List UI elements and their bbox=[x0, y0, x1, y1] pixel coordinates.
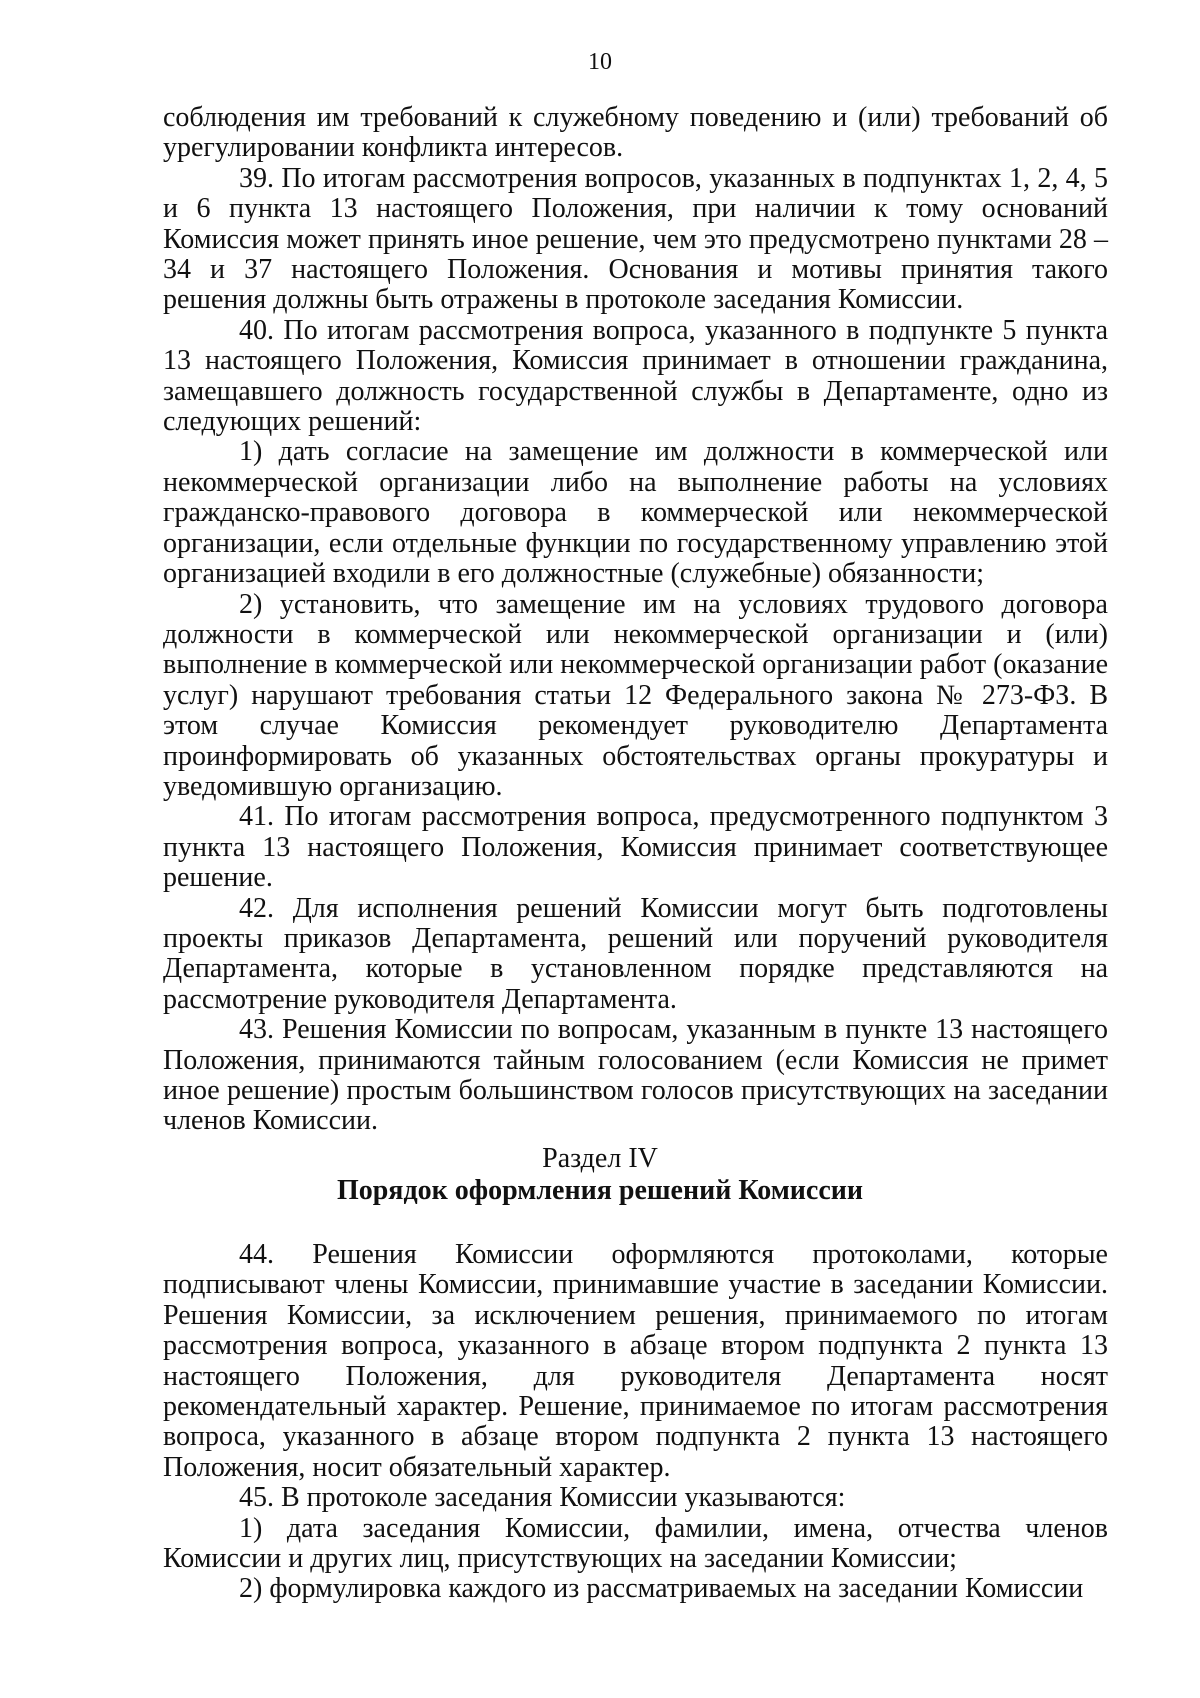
body-text-lower bbox=[163, 1240, 1108, 1605]
paragraph-45: 45. В протоколе заседания Комиссии указываются: bbox=[239, 1482, 846, 1514]
section-title: Порядок оформления решений Комиссии bbox=[336, 1175, 864, 1206]
page-number: 10 bbox=[588, 49, 612, 75]
paragraph-39: 39. По итогам рассмотрения вопросов, указанных в подпунктах 1, 2, 4, 5 и 6 пункта 13 настоящего Положения, при наличии к тому оснований Комиссия может принять иное решение, чем это предусмотрено пунктами 28 – 34 и 37 настоящего Положения. Основания и мотивы принятия такого решения должны быть отражены в протоколе заседания Комиссии. bbox=[163, 162, 1108, 316]
body-text-upper bbox=[163, 103, 1108, 1137]
paragraph-40-item-1: 1) дать согласие на замещение им должности в коммерческой или некоммерческой организации либо на выполнение работы на условиях гражданско-правового договора в коммерческой или некоммерческой организации, если отдельные функции по государственному управлению этой организацией входили в его должностные (служебные) обязанности; bbox=[163, 436, 1108, 590]
paragraph-continuation: соблюдения им требований к служебному поведению и (или) требований об урегулировании конфликта интересов. bbox=[163, 102, 1108, 164]
paragraph-40: 40. По итогам рассмотрения вопроса, указанного в подпункте 5 пункта 13 настоящего Положения, Комиссия принимает в отношении гражданина, замещавшего должность государственной службы в Департаменте, одно из следующих решений: bbox=[163, 314, 1108, 438]
paragraph-43: 43. Решения Комиссии по вопросам, указанным в пункте 13 настоящего Положения, принимаются тайным голосованием (если Комиссия не примет иное решение) простым большинством голосов присутствующих на заседании членов Комиссии. bbox=[163, 1014, 1108, 1137]
paragraph-44: 44. Решения Комиссии оформляются протоколами, которые подписывают члены Комиссии, принимавшие участие в заседании Комиссии. Решения Комиссии, за исключением решения, принимаемого по итогам рассмотрения вопроса, указанного в абзаце втором подпункта 2 пункта 13 настоящего Положения, для руководителя Департамента носят рекомендательный характер. Решение, принимаемое по итогам рассмотрения вопроса, указанного в абзаце втором подпункта 2 пункта 13 настоящего Положения, носит обязательный характер. bbox=[163, 1239, 1108, 1483]
paragraph-45-item-1: 1) дата заседания Комиссии, фамилии, имена, отчества членов Комиссии и других лиц, присутствующих на заседании Комиссии; bbox=[163, 1512, 1108, 1575]
paragraph-42: 42. Для исполнения решений Комиссии могут быть подготовлены проекты приказов Департамента, решений или поручений руководителя Департамента, которые в установленном порядке представляются на рассмотрение руководителя Департамента. bbox=[163, 892, 1108, 1015]
paragraph-40-item-2: 2) установить, что замещение им на условиях трудового договора должности в коммерческой или некоммерческой организации и (или) выполнение в коммерческой или некоммерческой организации работ (оказание услуг) нарушают требования статьи 12 Федерального закона № 273-ФЗ. В этом случае Комиссия рекомендует руководителю Департамента проинформировать об указанных обстоятельствах органы прокуратуры и уведомившую организацию. bbox=[163, 588, 1108, 802]
paragraph-41: 41. По итогам рассмотрения вопроса, предусмотренного подпунктом 3 пункта 13 настоящего Положения, Комиссия принимает соответствующее решение. bbox=[163, 801, 1108, 894]
paragraph-45-item-2: 2) формулировка каждого из рассматриваемых на заседании Комиссии bbox=[239, 1573, 1084, 1605]
section-label: Раздел IV bbox=[542, 1143, 658, 1174]
